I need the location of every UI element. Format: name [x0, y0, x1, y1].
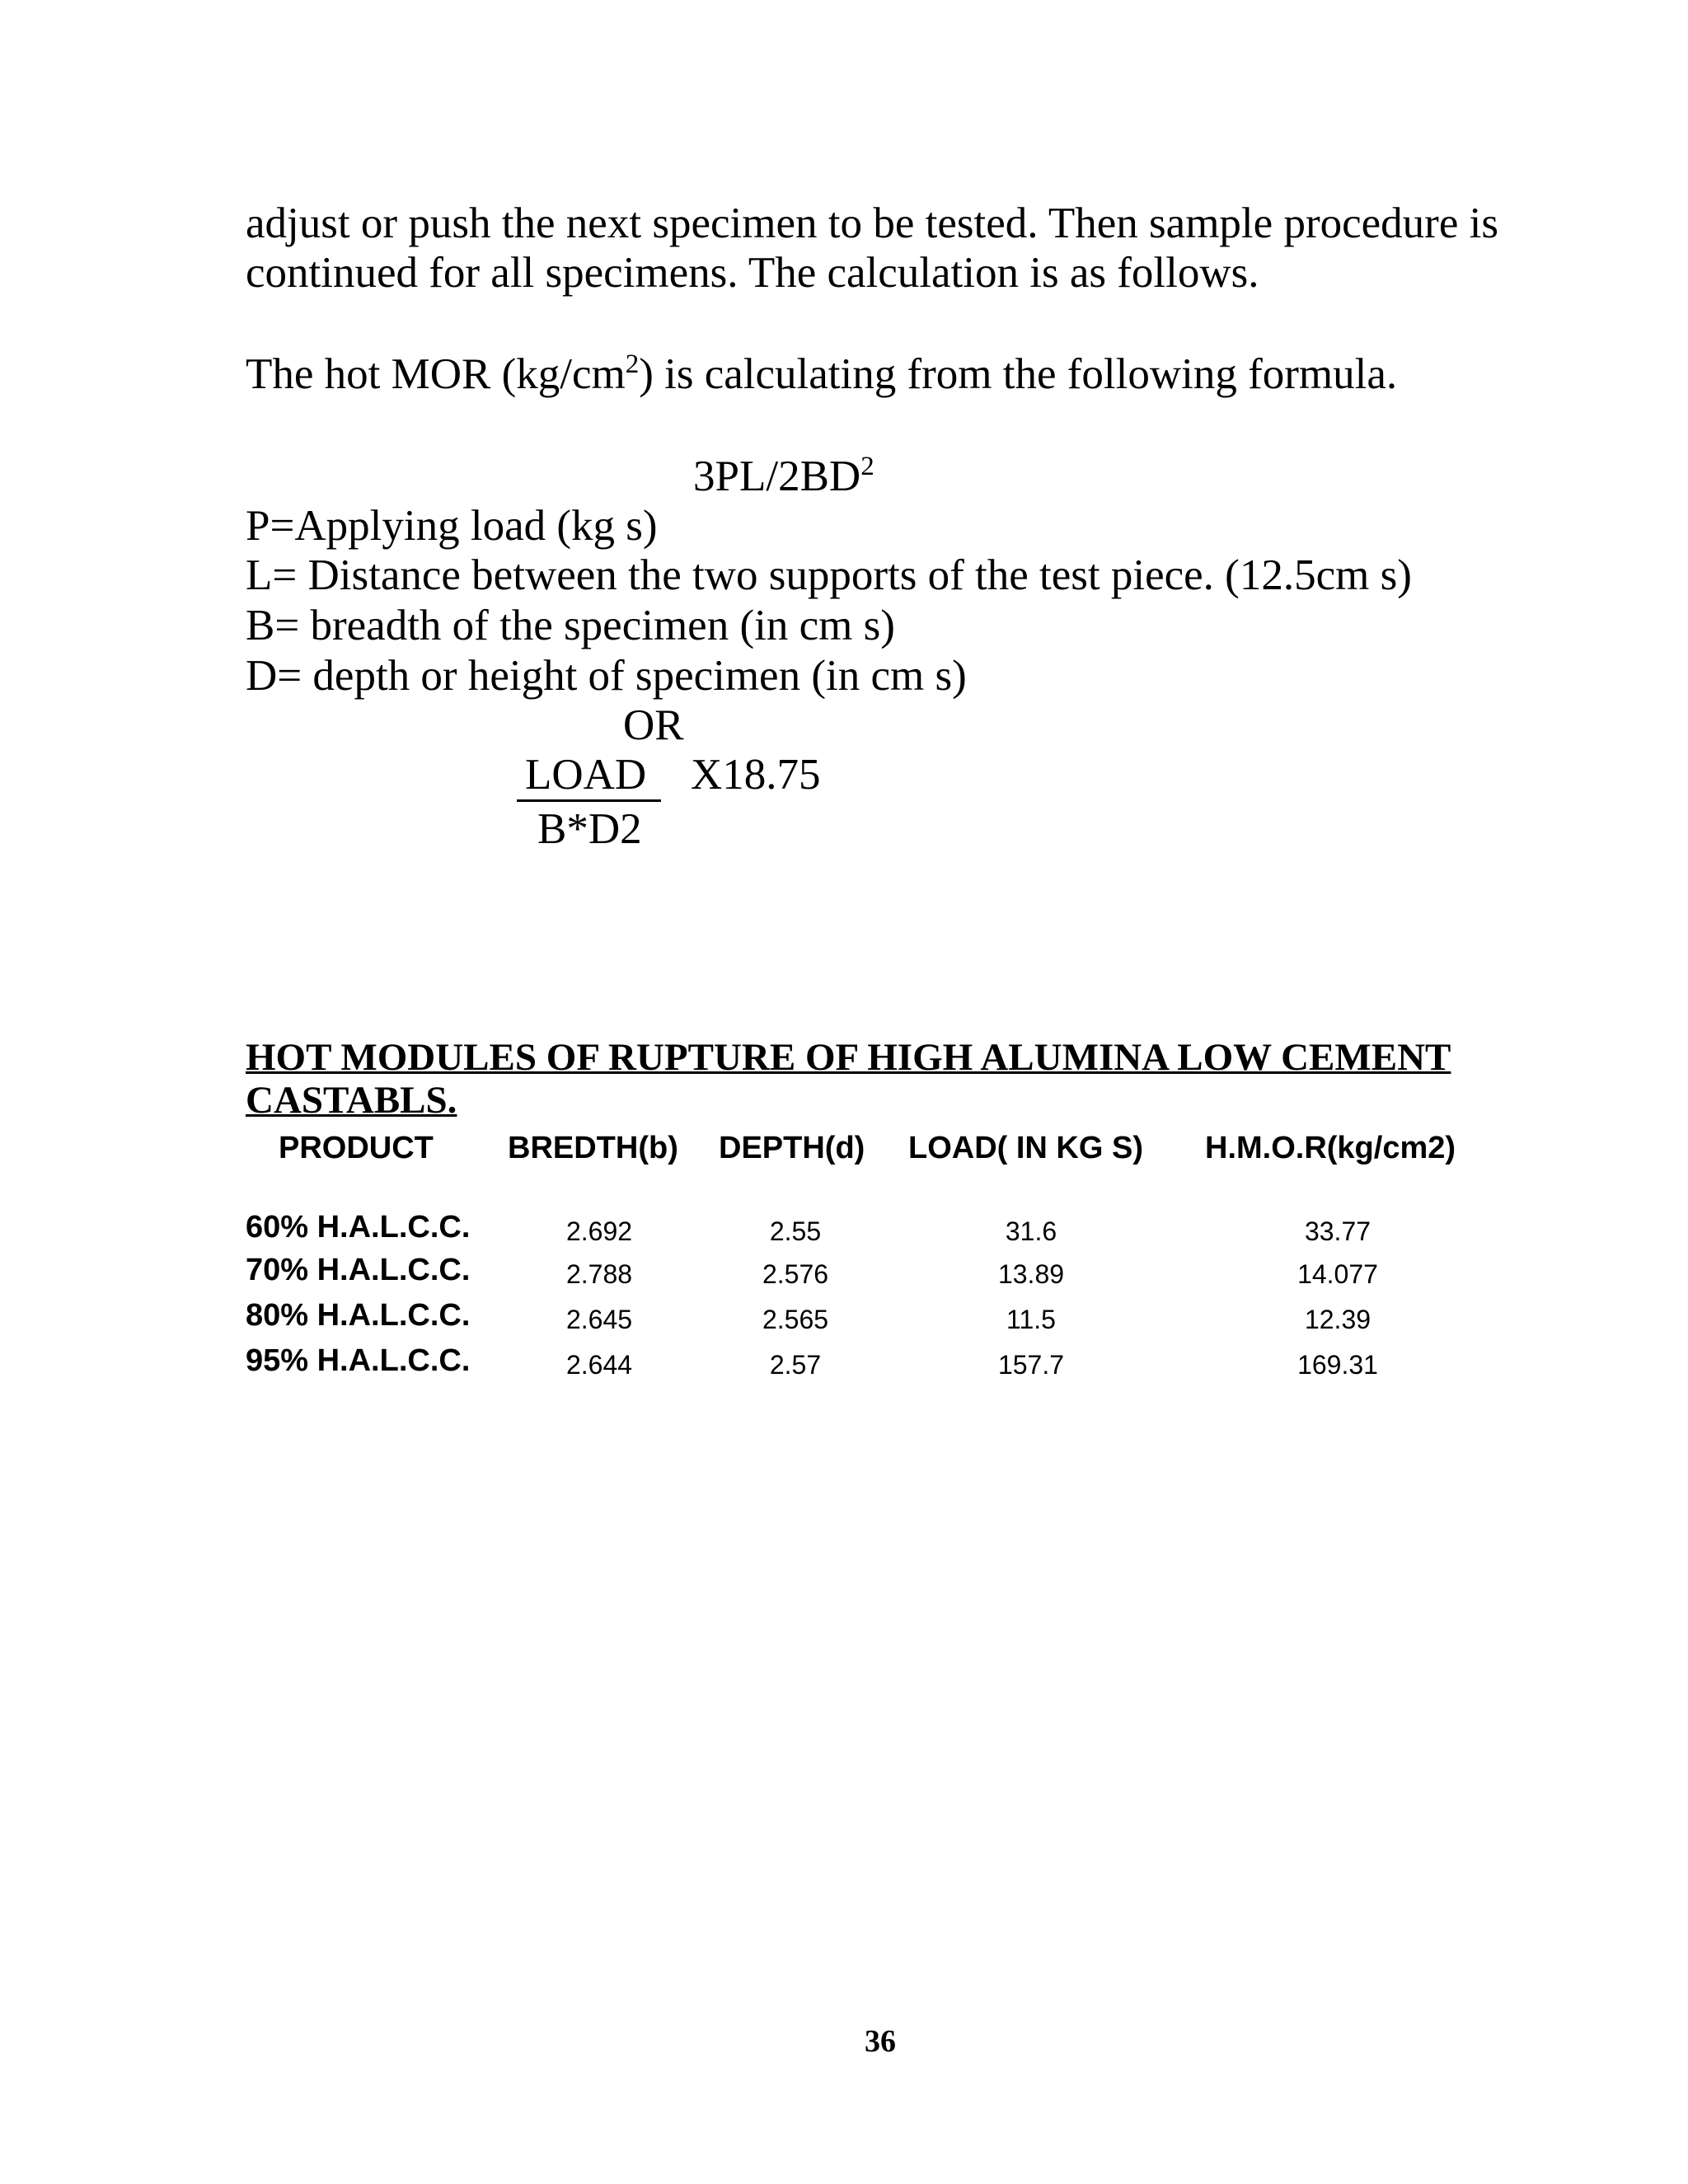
row-product: 95% H.A.L.C.C. — [246, 1343, 471, 1378]
main-formula-sup: 2 — [860, 452, 874, 481]
table-heading-line-1: HOT MODULES OF RUPTURE OF HIGH ALUMINA LOW CEMENT — [246, 1036, 1451, 1079]
cell-breadth: 2.645 — [565, 1305, 633, 1334]
cell-breadth: 2.788 — [565, 1259, 633, 1289]
paragraph-line-1: adjust or push the next specimen to be tested. Then sample procedure is — [246, 199, 1498, 247]
cell-depth: 2.565 — [762, 1305, 829, 1334]
definition-b: B= breadth of the specimen (in cm s) — [246, 602, 895, 649]
cell-depth: 2.576 — [762, 1259, 829, 1289]
fraction-denominator: B*D2 — [537, 805, 642, 853]
cell-hmor: 14.077 — [1297, 1259, 1378, 1289]
cell-breadth: 2.692 — [565, 1216, 633, 1246]
header-breadth: BREDTH(b) — [508, 1131, 678, 1165]
mor-sentence-pre: The hot MOR (kg/cm — [246, 350, 626, 398]
cell-load: 13.89 — [997, 1259, 1065, 1289]
header-load: LOAD( IN KG S) — [908, 1131, 1143, 1165]
row-product: 60% H.A.L.C.C. — [246, 1210, 471, 1244]
cell-breadth: 2.644 — [565, 1350, 633, 1380]
header-depth: DEPTH(d) — [719, 1131, 865, 1165]
table-heading-line-2: CASTABLS. — [246, 1079, 457, 1122]
cell-load: 31.6 — [1005, 1216, 1057, 1246]
cell-load: 157.7 — [997, 1350, 1065, 1380]
fraction-line — [517, 799, 661, 802]
main-formula-text: 3PL/2BD — [693, 452, 861, 500]
row-product: 80% H.A.L.C.C. — [246, 1298, 471, 1333]
definition-d: D= depth or height of specimen (in cm s) — [246, 652, 967, 700]
fraction-multiplier: X18.75 — [691, 751, 821, 799]
mor-sentence-sup: 2 — [625, 349, 640, 379]
cell-depth: 2.57 — [769, 1350, 822, 1380]
cell-load: 11.5 — [1006, 1305, 1056, 1334]
paragraph-line-2: continued for all specimens. The calculation is as follows. — [246, 249, 1259, 297]
header-product: PRODUCT — [279, 1131, 434, 1165]
header-hmor: H.M.O.R(kg/cm2) — [1205, 1131, 1456, 1165]
cell-hmor: 169.31 — [1297, 1350, 1378, 1380]
definition-l: L= Distance between the two supports of the test piece. (12.5cm s) — [246, 551, 1412, 599]
cell-depth: 2.55 — [769, 1216, 822, 1246]
mor-sentence — [246, 349, 1398, 398]
fraction-numerator: LOAD — [525, 751, 647, 799]
definition-p: P=Applying load (kg s) — [246, 502, 658, 550]
page-number: 36 — [865, 2024, 896, 2059]
main-formula — [693, 452, 874, 500]
or-label: OR — [623, 701, 684, 749]
mor-sentence-post: ) is calculating from the following formula. — [639, 350, 1398, 398]
cell-hmor: 12.39 — [1304, 1305, 1372, 1334]
cell-hmor: 33.77 — [1304, 1216, 1372, 1246]
row-product: 70% H.A.L.C.C. — [246, 1253, 471, 1287]
